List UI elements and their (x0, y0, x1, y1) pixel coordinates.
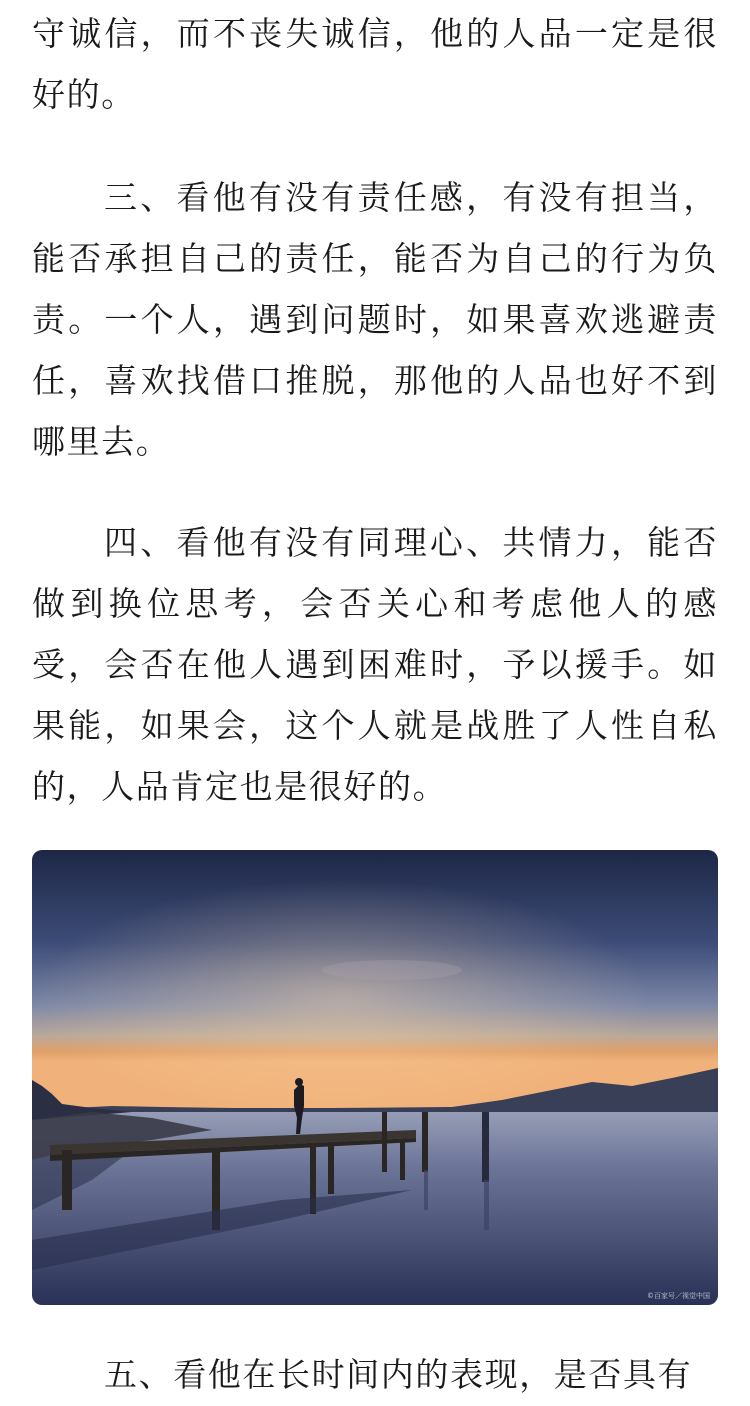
paragraph-responsibility: 三、看他有没有责任感，有没有担当，能否承担自己的责任，能否为自己的行为负责。一个人，遇到问题时，如果喜欢逃避责任，喜欢找借口推脱，那他的人品也好不到哪里去。 (32, 178, 718, 461)
paragraph-honesty-end: 守诚信，而不丧失诚信，他的人品一定是很好的。 (32, 14, 718, 114)
image-credit: ©百家号／视觉中国 (647, 1292, 710, 1300)
paragraph-long-term: 五、看他在长时间内的表现，是否具有 (104, 1355, 693, 1394)
lake-pier-sunset-image (32, 850, 718, 1305)
article-photo[interactable] (32, 850, 718, 1305)
paragraph-empathy: 四、看他有没有同理心、共情力，能否做到换位思考，会否关心和考虑他人的感受，会否在他人遇到困难时，予以援手。如果能，如果会，这个人就是战胜了人性自私的，人品肯定也是很好的。 (32, 523, 718, 806)
